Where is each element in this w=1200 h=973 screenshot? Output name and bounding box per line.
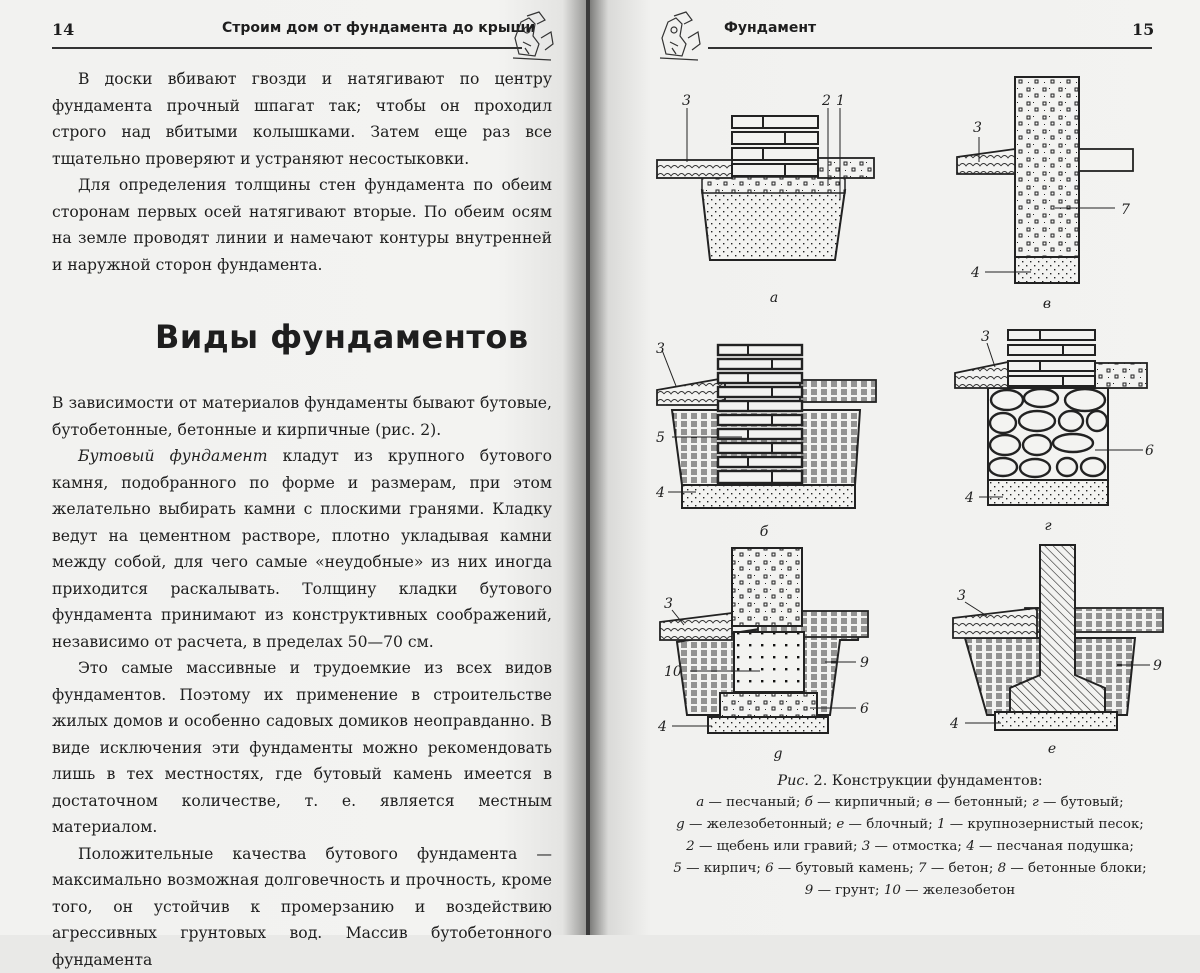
page-number: 15 <box>1132 20 1154 39</box>
label: 2 <box>821 93 831 109</box>
figure-d-reinforced-concrete-foundation <box>650 545 890 769</box>
legend-value: — отмостка; <box>870 839 966 854</box>
figure-e-block-foundation <box>945 540 1185 764</box>
caption-legend <box>640 792 1180 902</box>
legend-key: б <box>805 795 813 810</box>
label: 4 <box>657 719 667 735</box>
label: 9 <box>860 655 869 671</box>
figure-letter: в <box>1043 296 1051 312</box>
legend-value: — железобетонный; <box>685 817 837 832</box>
term-rubble-foundation: Бутовый фундамент <box>78 447 268 465</box>
figure-caption <box>640 770 1180 902</box>
legend-key: а <box>696 795 704 810</box>
label: 6 <box>860 701 869 717</box>
paragraph: Положительные качества бутового фундамента — максимально возможная долговечность и прочность, кроме того, он устойчив к промерзанию и воздействию агрессивных грунтовых вод. Массив бутобетонного фундамента <box>52 841 552 973</box>
figure-letter: g <box>774 746 783 762</box>
builder-mascot-icon <box>505 8 559 64</box>
legend-value: — блочный; <box>844 817 937 832</box>
label: 10 <box>664 664 682 680</box>
caption-line <box>640 836 1180 858</box>
label: 1 <box>836 93 845 109</box>
legend-key: 3 <box>862 839 871 854</box>
legend-value: — железобетон <box>901 883 1015 898</box>
legend-value: — грунт; <box>813 883 883 898</box>
legend-value: — бетонные блоки; <box>1006 861 1146 876</box>
running-head: Строим дом от фундамента до крыши <box>222 20 535 36</box>
label: 7 <box>1121 202 1130 218</box>
page-number: 14 <box>52 20 74 39</box>
legend-value: — песчаный; <box>704 795 804 810</box>
body-text-main <box>52 390 552 973</box>
figure-b-brick-foundation <box>650 340 890 559</box>
section-title: Виды фундаментов <box>155 318 529 356</box>
figure-letter: е <box>1048 741 1056 757</box>
legend-value: — бутовый; <box>1039 795 1124 810</box>
legend-key: 5 <box>673 861 682 876</box>
figure-v-concrete-foundation <box>945 72 1185 316</box>
legend-key: г <box>1032 795 1039 810</box>
caption-line <box>640 858 1180 880</box>
caption-title <box>640 770 1180 792</box>
header-rule <box>708 47 1152 49</box>
paragraph: Для определения толщины стен фундамента по обеим сторонам первых осей натягивают вторые. По обеим осям на земле проводят линии и намечают контуры внутренней и наружной сторон фундамента. <box>52 172 552 278</box>
paragraph: В зависимости от материалов фундаменты бывают бутовые, бутобетонные, бетонные и кирпичные (рис. 2). <box>52 390 552 443</box>
label: 3 <box>981 329 990 345</box>
legend-key: 7 <box>918 861 927 876</box>
figure-letter: б <box>760 524 769 540</box>
legend-value: — крупнозернистый песок; <box>946 817 1144 832</box>
legend-value: — бетон; <box>927 861 998 876</box>
running-head: Фундамент <box>724 20 816 36</box>
caption-prefix: Рис. <box>777 773 809 789</box>
label: 5 <box>656 430 665 446</box>
paragraph: Это самые массивные и трудоемкие из всех видов фундаментов. Поэтому их применение в строительстве жилых домов и особенно садовых домиков неоправданно. В виде исключения эти фундаменты можно рекомендовать лишь в тех местностях, где бутовый камень имеется в достаточном количестве, т. е. является местным материалом. <box>52 655 552 841</box>
label: 9 <box>1153 658 1162 674</box>
legend-key: 6 <box>765 861 774 876</box>
label: 4 <box>964 490 974 506</box>
legend-key: в <box>925 795 933 810</box>
label: 3 <box>656 341 665 357</box>
legend-key: 9 <box>805 883 814 898</box>
legend-value: — кирпич; <box>682 861 765 876</box>
legend-key: 1 <box>937 817 946 832</box>
label: 3 <box>664 596 673 612</box>
left-page <box>0 0 586 935</box>
header-rule <box>52 47 522 49</box>
legend-value: — бетонный; <box>932 795 1032 810</box>
legend-value: — песчаная подушка; <box>975 839 1134 854</box>
caption-line <box>640 792 1180 814</box>
figure-letter: а <box>770 290 778 306</box>
label: 3 <box>973 120 982 136</box>
builder-mascot-icon <box>652 8 706 64</box>
legend-value: — щебень или гравий; <box>695 839 862 854</box>
figure-a-sand-foundation <box>650 90 890 319</box>
legend-key: е <box>836 817 844 832</box>
body-text-top <box>52 66 552 278</box>
label: 6 <box>1145 443 1154 459</box>
legend-value: — бутовый камень; <box>774 861 918 876</box>
caption-line <box>640 880 1180 902</box>
paragraph <box>52 443 552 655</box>
label: 3 <box>957 588 966 604</box>
legend-value: — кирпичный; <box>813 795 925 810</box>
label: 4 <box>949 716 959 732</box>
legend-key: 2 <box>686 839 695 854</box>
legend-key: 10 <box>884 883 901 898</box>
figure-letter: г <box>1044 518 1051 534</box>
legend-key: g <box>676 817 685 832</box>
label: 4 <box>655 485 665 501</box>
label: 4 <box>970 265 980 281</box>
label: 3 <box>682 93 691 109</box>
legend-key: 4 <box>966 839 975 854</box>
paragraph: В доски вбивают гвозди и натягивают по центру фундамента прочный шпагат так; чтобы он проходил строго над вбитыми колышками. Затем еще раз все тщательно проверяют и устраняют несостыковки. <box>52 66 552 172</box>
figure-g-rubble-foundation <box>945 325 1185 544</box>
caption-title-text: 2. Конструкции фундаментов: <box>809 773 1043 789</box>
caption-line <box>640 814 1180 836</box>
legend-key: 8 <box>998 861 1007 876</box>
paragraph-text: кладут из крупного бутового камня, подобранного по форме и размерам, при этом желательно выбирать камни с плоскими гранями. Кладку ведут на цементном растворе, плотно укладывая камни между собой, для чего самые «неудобные» из них иногда приходится раскалывать. Толщину кладки бутового фундамента принимают из конструктивных соображений, независимо от расчета, в пределах 50—70 см. <box>52 447 552 651</box>
